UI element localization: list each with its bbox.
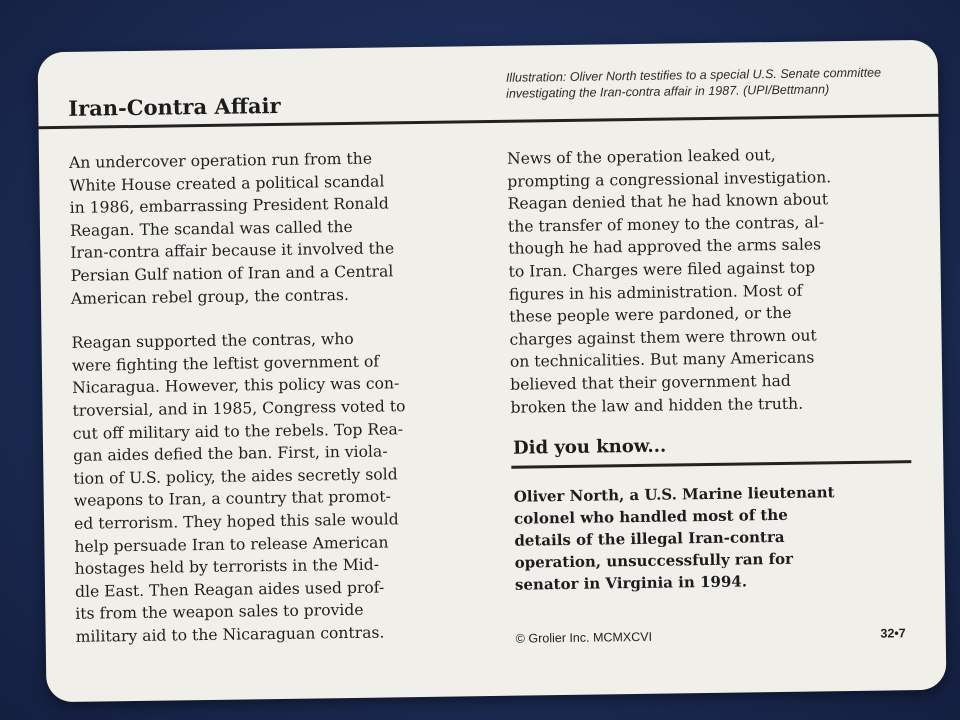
did-you-know-heading: Did you know...	[512, 435, 667, 459]
right-paragraph-1: News of the operation leaked out, prompting a congressional investigation. Reagan denied that he had known about the transfer of money to the contras, al- though he had approved the arms sales to Iran. Charges were filed against top figures in his administration. Most of these people were pardoned, or the charges against them were thrown out on technicalities. But many Americans believed that their government had broken the law and hidden the truth.	[506, 146, 832, 417]
illustration-caption: Illustration: Oliver North testifies to a special U.S. Senate committee investigating the Iran-contra affair in 1987. (UPI/Bettmann)	[505, 65, 882, 101]
card-number: 32•7	[880, 626, 906, 641]
did-you-know-text: Oliver North, a U.S. Marine lieutenant colonel who handled most of the details of the illegal Iran-contra operation, unsuccessfully ran for senator in Virginia in 1994.	[513, 483, 835, 594]
left-paragraph-2: Reagan supported the contras, who were fighting the leftist government of Nicaragua. However, this policy was con- troversial, and in 1985, Congress voted to cut off military aid to the rebels. Top Rea- gan aides defied the ban. First, in viola- tion of U.S. policy, the aides secretly sold weapons to Iran, a country that promot- ed terrorism. They hoped this sale would help persuade Iran to release American hostages held by terrorists in the Mid- dle East. Then Reagan aides used prof- its from the weapon sales to provide military aid to the Nicaraguan contras.	[71, 330, 406, 646]
copyright-notice: © Grolier Inc. MCMXCVI	[515, 629, 653, 646]
left-paragraph-1: An undercover operation run from the White House created a political scandal in 1986, embarrassing President Ronald Reagan. The scandal was called the Iran-contra affair because it involved the Persian Gulf nation of Iran and a Central American rebel group, the contras.	[68, 149, 395, 308]
right-column	[507, 142, 911, 419]
card-title: Iran-Contra Affair	[68, 92, 281, 121]
trivia-card	[38, 40, 947, 703]
left-column	[69, 146, 496, 648]
did-you-know-divider	[511, 460, 911, 469]
